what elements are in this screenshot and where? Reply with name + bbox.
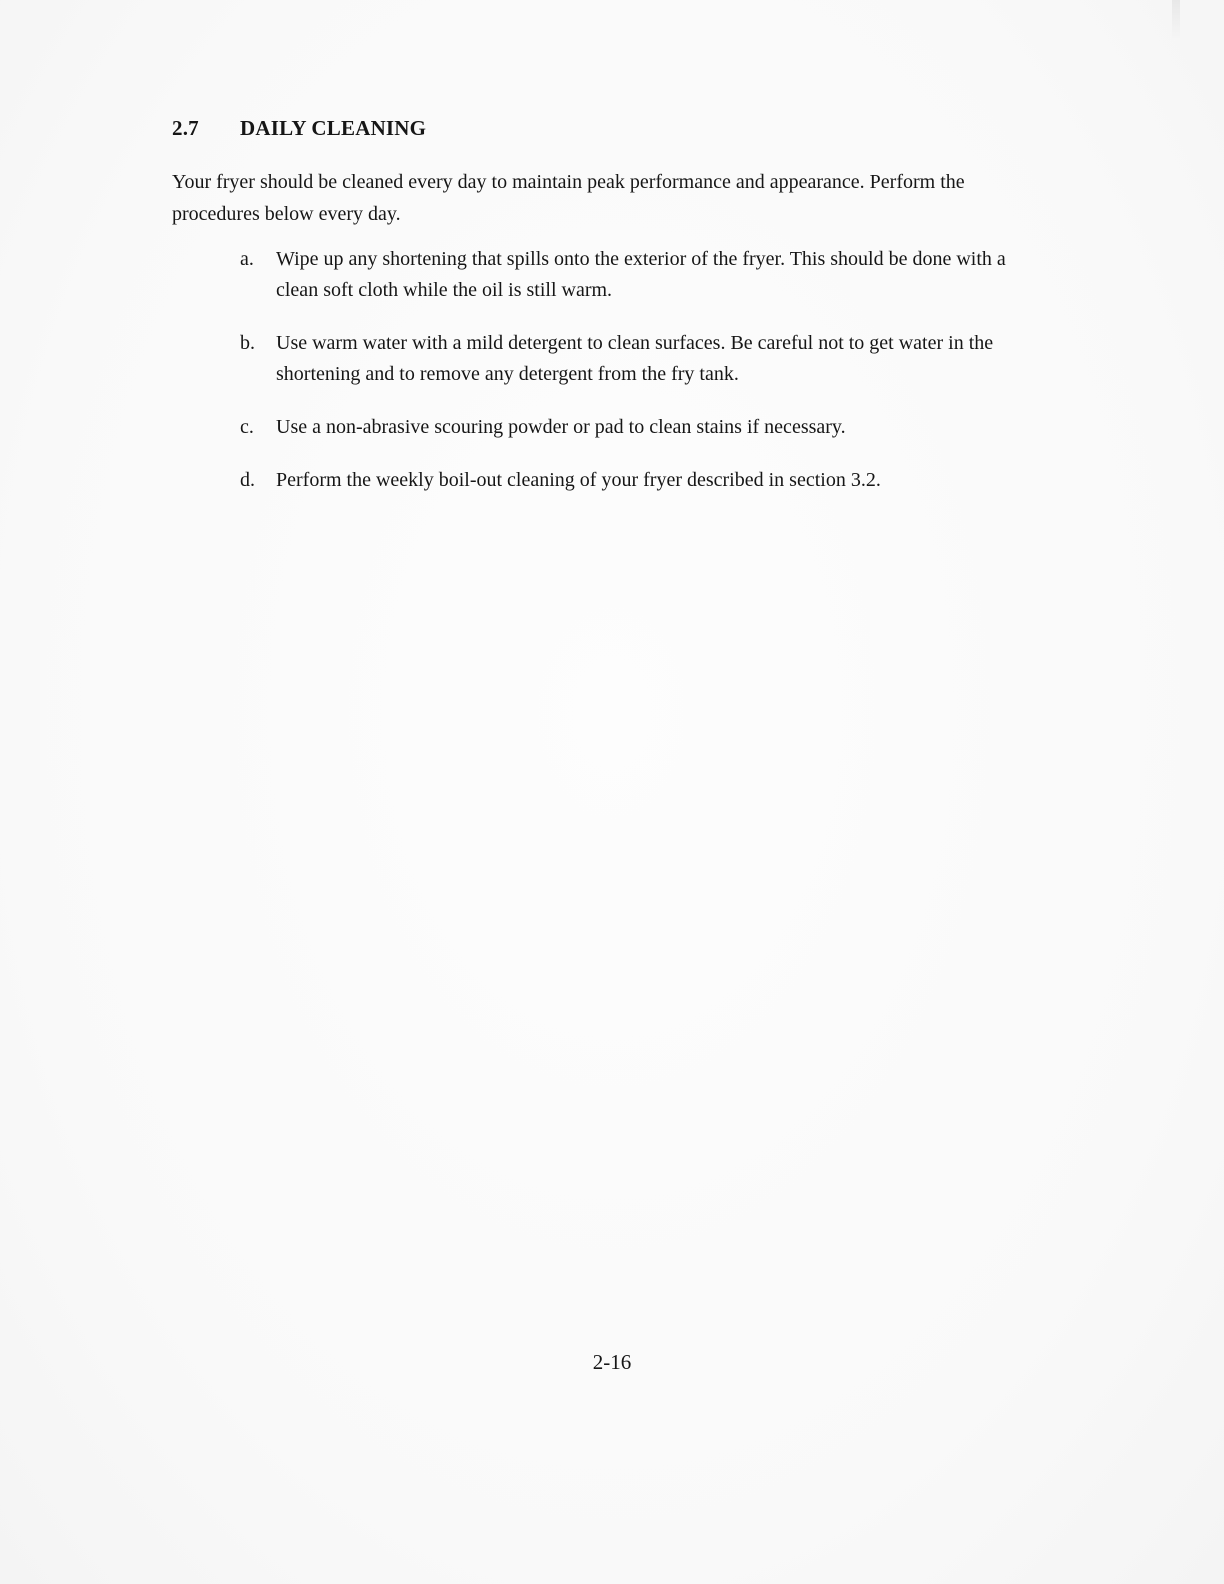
step-letter: c. xyxy=(240,416,254,438)
list-item xyxy=(240,244,1052,306)
section-number: 2.7 xyxy=(172,116,199,140)
list-item xyxy=(240,412,1052,443)
scan-edge-mark xyxy=(1172,0,1180,40)
step-text: Perform the weekly boil-out cleaning of your fryer described in section 3.2. xyxy=(276,469,881,491)
section-heading xyxy=(172,116,426,141)
list-item xyxy=(240,328,1052,390)
step-letter: d. xyxy=(240,469,255,491)
step-text: Wipe up any shortening that spills onto the exterior of the fryer. This should be done with a clean soft cloth while the oil is still warm. xyxy=(276,248,1006,301)
section-title: DAILY CLEANING xyxy=(240,116,427,140)
step-text: Use a non-abrasive scouring powder or pad to clean stains if necessary. xyxy=(276,416,846,438)
step-letter: a. xyxy=(240,248,254,270)
page-number: 2-16 xyxy=(592,1350,632,1374)
step-letter: b. xyxy=(240,332,255,354)
step-text: Use warm water with a mild detergent to clean surfaces. Be careful not to get water in the shortening and to remove any detergent from the fry tank. xyxy=(276,332,994,385)
intro-paragraph: Your fryer should be cleaned every day to maintain peak performance and appearance. Perform the procedures below every day. xyxy=(172,171,965,225)
cleaning-steps-list xyxy=(240,244,1052,518)
list-item xyxy=(240,465,1052,496)
